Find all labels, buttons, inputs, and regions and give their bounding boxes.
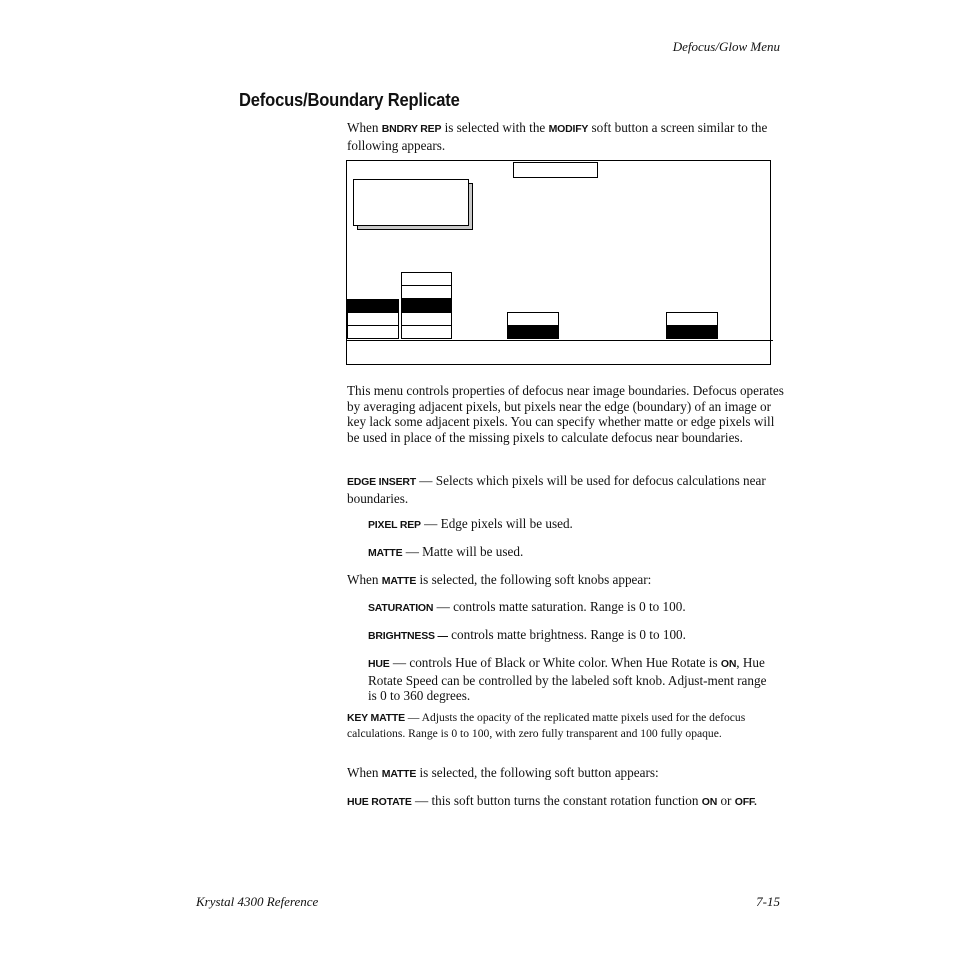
hue-text-1: — controls Hue of Black or White color. When Hue Rotate is [389, 655, 721, 670]
button-intro-text-1: When [347, 765, 382, 780]
intro-text-3: soft button a screen similar to the following appears. [347, 120, 768, 153]
key-matte-text: — Adjusts the opacity of the replicated matte pixels used for the defocus calculations. Range is 0 to 100, with zero fully transparent and 100 fully opaque. [347, 711, 746, 740]
running-header: Defocus/Glow Menu [672, 39, 780, 54]
soft-button[interactable] [347, 312, 399, 326]
brightness-text: controls matte brightness. Range is 0 to 100. [447, 627, 686, 642]
screen-title-box [513, 162, 598, 178]
matte-button-intro [347, 765, 787, 783]
keyword-brightness: BRIGHTNESS — [368, 630, 448, 642]
intro-paragraph [347, 120, 787, 153]
keyword-on: ON [720, 658, 737, 670]
keyword-off: OFF. [734, 796, 757, 808]
knobs-intro-text-2: is selected, the following soft knobs appear: [416, 572, 652, 587]
keyword-on: ON [701, 796, 718, 808]
keyword-edge-insert: EDGE INSERT [347, 476, 416, 488]
soft-button-selected[interactable] [507, 325, 559, 339]
keyword-matte: MATTE [368, 547, 403, 559]
keyword-key-matte: KEY MATTE [347, 712, 405, 724]
keyword-saturation: SATURATION [368, 602, 434, 614]
matte-entry [368, 544, 788, 562]
hue-rotate-text-2: or [717, 793, 735, 808]
soft-button-selected[interactable] [666, 325, 718, 339]
soft-button[interactable] [347, 325, 399, 339]
intro-text-1: When [347, 120, 382, 135]
pixel-rep-text: — Edge pixels will be used. [420, 516, 573, 531]
soft-button-selected[interactable] [401, 298, 452, 313]
matte-text: — Matte will be used. [402, 544, 524, 559]
saturation-text: — controls matte saturation. Range is 0 to 100. [433, 599, 686, 614]
button-intro-text-2: is selected, the following soft button appears: [416, 765, 659, 780]
soft-button[interactable] [666, 312, 718, 326]
saturation-entry [368, 599, 788, 617]
hue-rotate-text-1: — this soft button turns the constant rotation function [411, 793, 702, 808]
description-paragraph: This menu controls properties of defocus near image boundaries. Defocus operates by averaging adjacent pixels, but pixels near the edge (boundary) of an image or key lack some adjacent pixels. You can specify whether matte or edge pixels will be used in place of the missing pixels to calculate defocus near boundaries. [347, 383, 784, 445]
screen-divider [346, 340, 773, 341]
hue-entry [368, 655, 778, 704]
keyword-hue: HUE [368, 658, 390, 670]
soft-button-selected[interactable] [347, 299, 399, 313]
hue-text-2: , Hue Rotate Speed can be controlled by the labeled soft knob. Adjust-ment range is 0 to 360 degrees. [368, 655, 767, 703]
keyword-matte: MATTE [381, 575, 417, 587]
intro-text-2: is selected with the [441, 120, 549, 135]
hue-rotate-entry [347, 793, 797, 811]
page-number: 7-15 [756, 894, 780, 909]
brightness-entry [368, 627, 788, 645]
knobs-intro-text-1: When [347, 572, 382, 587]
keyword-bndry-rep: BNDRY REP [381, 123, 442, 135]
matte-knobs-intro [347, 572, 787, 590]
keyword-pixel-rep: PIXEL REP [368, 519, 421, 531]
keyword-matte: MATTE [381, 768, 417, 780]
section-title: Defocus/Boundary Replicate [239, 90, 460, 110]
footer-title: Krystal 4300 Reference [196, 894, 319, 909]
info-panel [353, 179, 469, 226]
keyword-modify: MODIFY [548, 123, 589, 135]
pixel-rep-entry [368, 516, 788, 534]
key-matte-entry [347, 710, 777, 741]
edge-insert-text: — Selects which pixels will be used for defocus calculations near boundaries. [347, 473, 766, 506]
keyword-hue-rotate: HUE ROTATE [347, 796, 412, 808]
edge-insert-entry [347, 473, 787, 506]
soft-button[interactable] [401, 325, 452, 339]
soft-button[interactable] [401, 312, 452, 326]
soft-button[interactable] [401, 285, 452, 299]
soft-button[interactable] [401, 272, 452, 286]
soft-button[interactable] [507, 312, 559, 326]
